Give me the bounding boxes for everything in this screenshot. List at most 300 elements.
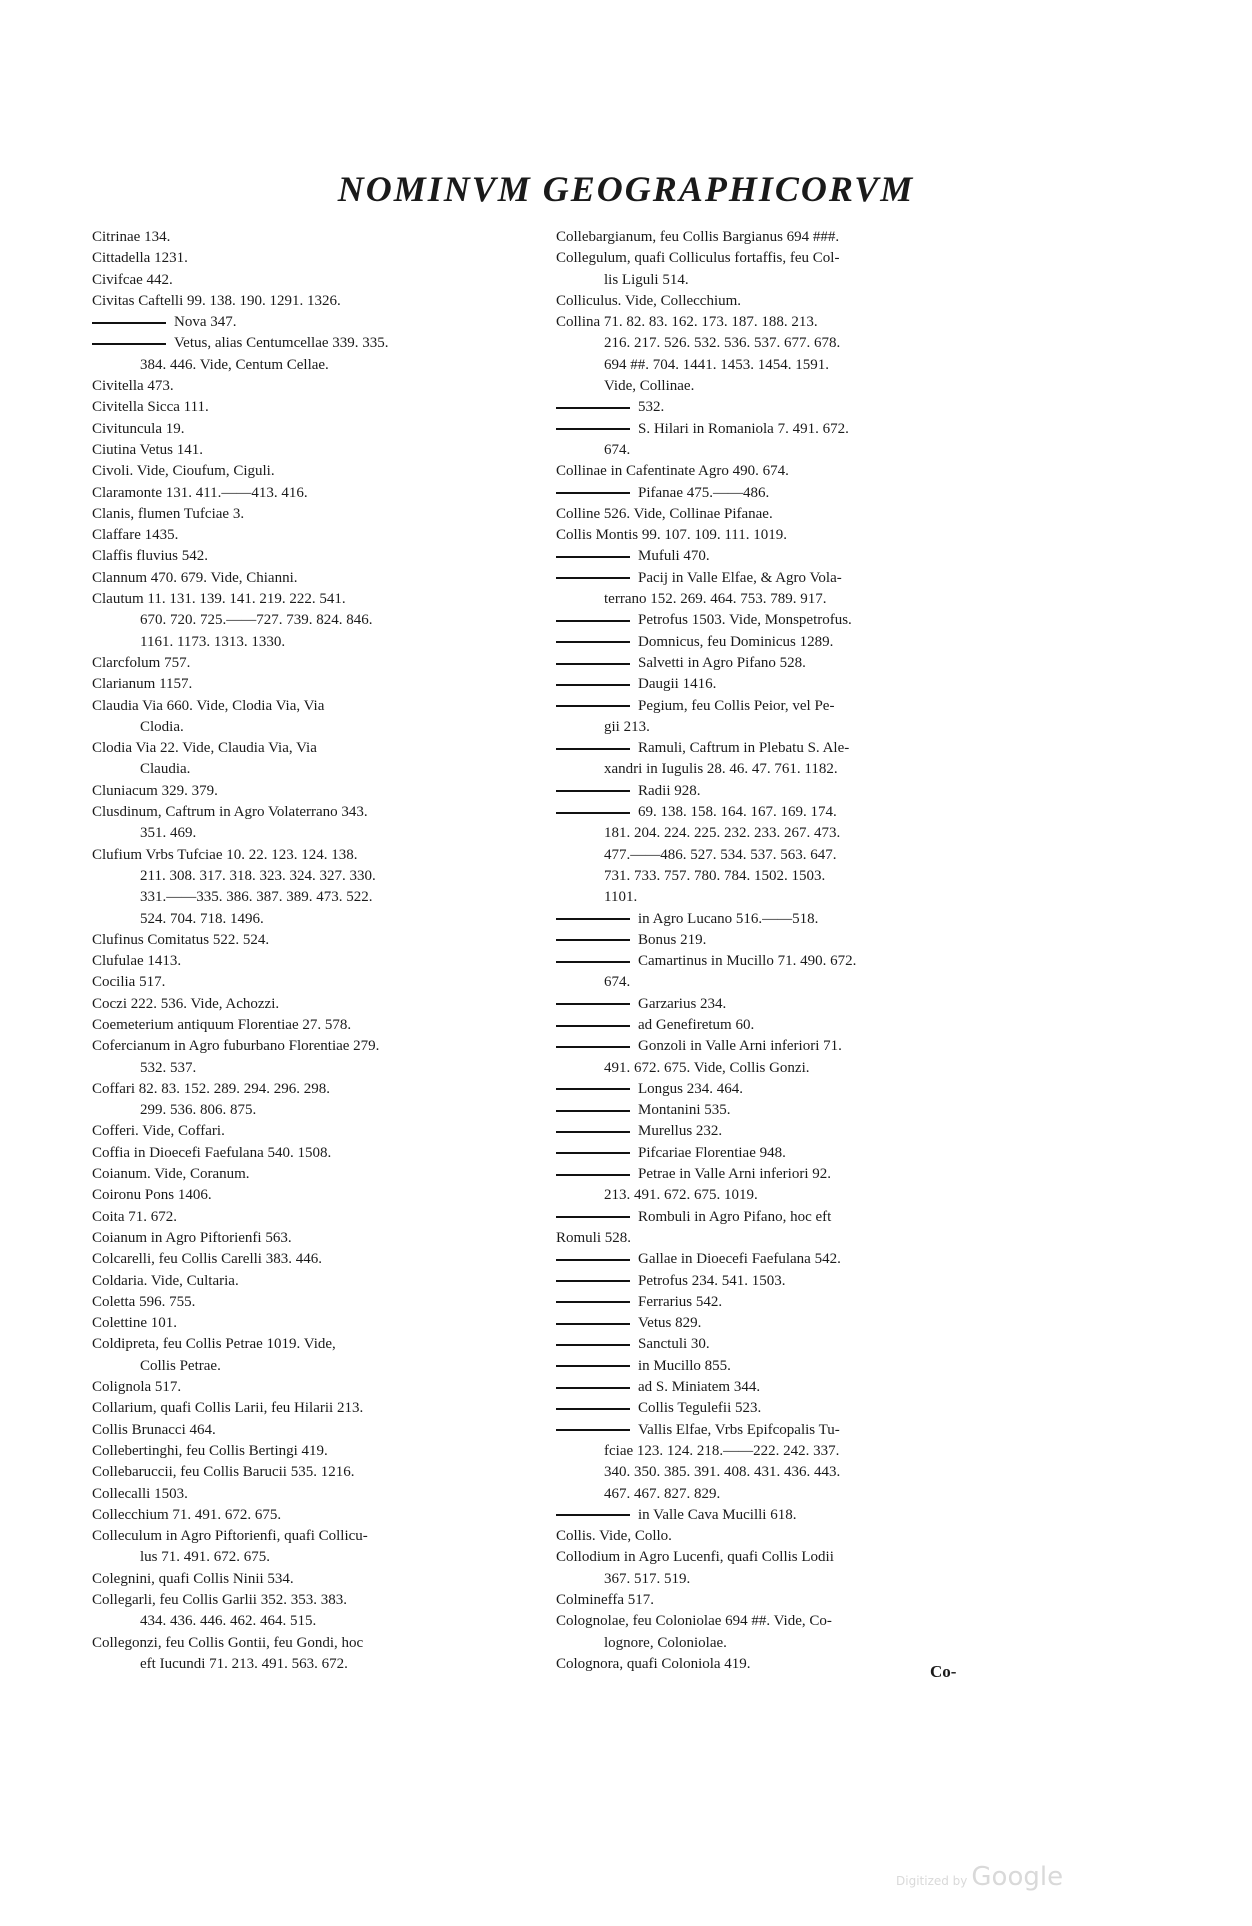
entry-text: Clufulae 1413. [92,953,182,970]
entry-text: Vallis Elfae, Vrbs Epifcopalis Tu- [638,1421,840,1438]
index-entry [92,1569,532,1590]
repeat-dash [556,1110,630,1112]
index-entry [556,1313,1002,1334]
index-entry [556,781,1002,802]
entry-text: 731. 733. 757. 780. 784. 1502. 1503. [604,867,826,884]
entry-text: Cittadella 1231. [92,250,188,267]
repeat-dash [556,428,630,430]
entry-text: Coldaria. Vide, Cultaria. [92,1272,239,1289]
index-entry [556,546,1002,567]
index-entry [556,248,1002,269]
index-entry [92,248,532,269]
entry-text: Claramonte 131. 411.——413. 416. [92,484,308,501]
entry-text: 340. 350. 385. 391. 408. 431. 436. 443. [604,1464,841,1481]
entry-text: Vetus, alias Centumcellae 339. 335. [174,335,389,352]
entry-text: 211. 308. 317. 318. 323. 324. 327. 330. [140,867,376,884]
index-entry [92,1654,532,1675]
index-entry [92,291,532,312]
repeat-dash [556,812,630,814]
entry-text: 670. 720. 725.——727. 739. 824. 846. [140,612,373,629]
entry-text: Garzarius 234. [638,995,727,1012]
index-entry [556,1249,1002,1270]
entry-text: Pacij in Valle Elfae, & Agro Vola- [638,569,842,586]
index-entry [92,845,532,866]
index-entry [556,1271,1002,1292]
entry-text: Collebaruccii, feu Collis Barucii 535. 1216. [92,1464,355,1481]
index-entry [556,376,1002,397]
entry-text: Civifcae 442. [92,271,173,288]
index-entry [556,1185,1002,1206]
repeat-dash [556,641,630,643]
entry-text: Domnicus, feu Dominicus 1289. [638,633,834,650]
index-entry [556,972,1002,993]
entry-text: 331.——335. 386. 387. 389. 473. 522. [140,889,373,906]
repeat-dash [556,620,630,622]
index-entry [556,461,1002,482]
index-entry [92,1121,532,1142]
entry-text: 674. [604,441,631,458]
page-title: NOMINVM GEOGRAPHICORVM [337,169,915,209]
entry-text: 213. 491. 672. 675. 1019. [604,1187,758,1204]
entry-text: 1101. [604,889,638,906]
entry-text: S. Hilari in Romaniola 7. 491. 672. [638,420,849,437]
entry-text: Petrofus 234. 541. 1503. [638,1272,786,1289]
entry-text: Civituncula 19. [92,420,185,437]
index-entry [556,525,1002,546]
repeat-dash [556,748,630,750]
entry-text: 674. [604,974,631,991]
index-entry [556,1462,1002,1483]
index-entry [556,333,1002,354]
index-entry [556,1207,1002,1228]
entry-text: Clautum 11. 131. 139. 141. 219. 222. 541. [92,591,346,608]
repeat-dash [556,1408,630,1410]
entry-text: Civitas Caftelli 99. 138. 190. 1291. 1326. [92,292,341,309]
index-entry [92,419,532,440]
index-entry [92,376,532,397]
entry-text: Coffari 82. 83. 152. 289. 294. 296. 298. [92,1080,331,1097]
index-entry [92,930,532,951]
index-entry [92,1611,532,1632]
index-entry [92,696,532,717]
repeat-dash [92,343,166,345]
entry-text: Colegnini, quafi Collis Ninii 534. [92,1570,294,1587]
entry-text: Coita 71. 672. [92,1208,177,1225]
entry-text: 384. 446. Vide, Centum Cellae. [140,356,329,373]
entry-text: Ferrarius 542. [638,1293,723,1310]
entry-text: Pifanae 475.——486. [638,484,770,501]
entry-text: Claffare 1435. [92,527,179,544]
repeat-dash [556,1365,630,1367]
entry-text: Vide, Collinae. [604,378,695,395]
index-entry [92,1398,532,1419]
entry-text: Colcarelli, feu Collis Carelli 383. 446. [92,1251,322,1268]
index-entry [92,909,532,930]
index-entry [92,866,532,887]
entry-text: Colognora, quafi Coloniola 419. [556,1655,751,1672]
entry-text: gii 213. [604,718,650,735]
index-entry [92,653,532,674]
entry-text: Collis Tegulefii 523. [638,1400,762,1417]
index-entry [556,802,1002,823]
entry-text: Clarcfolum 757. [92,654,191,671]
repeat-dash [556,577,630,579]
index-entry [92,1526,532,1547]
index-entry [92,1143,532,1164]
index-entry [556,1079,1002,1100]
index-entry [556,1398,1002,1419]
index-entry [556,887,1002,908]
repeat-dash [556,961,630,963]
index-entry [556,823,1002,844]
entry-text: 69. 138. 158. 164. 167. 169. 174. [638,804,837,821]
index-entry [556,312,1002,333]
repeat-dash [556,1216,630,1218]
index-entry [556,1058,1002,1079]
entry-text: Rombuli in Agro Pifano, hoc eft [638,1208,832,1225]
entry-text: Collegonzi, feu Collis Gontii, feu Gondi, hoc [92,1634,364,1651]
index-entry [92,1292,532,1313]
index-entry [556,1164,1002,1185]
entry-text: Sanctuli 30. [638,1336,710,1353]
entry-text: 477.——486. 527. 534. 537. 563. 647. [604,846,837,863]
index-entry [556,1121,1002,1142]
index-entry [92,632,532,653]
index-entry [92,1185,532,1206]
index-entry [92,802,532,823]
index-entry [556,589,1002,610]
catchword: Co- [930,1662,957,1681]
entry-text: Collegarli, feu Collis Garlii 352. 353. 383. [92,1592,347,1608]
entry-text: Mufuli 470. [638,548,710,565]
index-entry [92,738,532,759]
index-entry [556,355,1002,376]
index-entry [92,1334,532,1355]
entry-text: Colline 526. Vide, Collinae Pifanae. [556,505,773,522]
index-entry [556,1292,1002,1313]
entry-text: Bonus 219. [638,931,707,948]
entry-text: Salvetti in Agro Pifano 528. [638,654,806,671]
index-entry [556,1420,1002,1441]
index-entry [92,887,532,908]
index-entry [92,1015,532,1036]
index-entry [556,845,1002,866]
entry-text: lis Liguli 514. [604,271,689,288]
index-entry [92,1356,532,1377]
index-entry [92,1441,532,1462]
index-entry [556,717,1002,738]
index-entry [556,930,1002,951]
entry-text: 1161. 1173. 1313. 1330. [140,633,286,650]
entry-text: Coemeterium antiquum Florentiae 27. 578. [92,1016,352,1033]
repeat-dash [556,1514,630,1516]
entry-text: Longus 234. 464. [638,1080,743,1097]
repeat-dash [556,939,630,941]
entry-text: Collis Petrae. [140,1357,221,1374]
entry-text: 434. 436. 446. 462. 464. 515. [140,1613,317,1630]
index-entry [556,504,1002,525]
index-entry [92,1100,532,1121]
repeat-dash [556,1046,630,1048]
repeat-dash [556,1025,630,1027]
index-entry [556,994,1002,1015]
entry-text: ad Genefiretum 60. [638,1016,755,1033]
entry-text: Romuli 528. [556,1229,632,1246]
entry-text: in Valle Cava Mucilli 618. [638,1506,797,1523]
entry-text: Radii 928. [638,782,701,799]
entry-text: xandri in Iugulis 28. 46. 47. 761. 1182. [604,761,838,778]
index-entry [556,1441,1002,1462]
repeat-dash [556,1088,630,1090]
entry-text: 351. 469. [140,825,197,842]
entry-text: Collecchium 71. 491. 672. 675. [92,1506,282,1523]
index-entry [556,866,1002,887]
index-entry [556,1611,1002,1632]
entry-text: Claudia. [140,761,191,778]
index-entry [92,1377,532,1398]
entry-text: Collis Brunacci 464. [92,1421,216,1438]
index-entry [92,270,532,291]
index-entry [92,355,532,376]
entry-text: lognore, Coloniolae. [604,1634,727,1651]
index-entry [92,972,532,993]
entry-text: Coletta 596. 755. [92,1293,196,1310]
index-entry [92,312,532,333]
repeat-dash [92,322,166,324]
index-entry [92,589,532,610]
index-entry [556,1569,1002,1590]
index-entry [556,1036,1002,1057]
index-entry [556,1334,1002,1355]
digitized-watermark [896,1862,1063,1892]
entry-text: Montanini 535. [638,1102,731,1119]
entry-text: Clannum 470. 679. Vide, Chianni. [92,569,298,586]
index-entry [92,1420,532,1441]
entry-text: 532. [638,399,665,416]
index-entry [92,525,532,546]
repeat-dash [556,1259,630,1261]
entry-text: Murellus 232. [638,1123,723,1140]
repeat-dash [556,1131,630,1133]
entry-text: 216. 217. 526. 532. 536. 537. 677. 678. [604,335,841,352]
entry-text: Vetus 829. [638,1315,702,1332]
entry-text: 181. 204. 224. 225. 232. 233. 267. 473. [604,825,841,842]
entry-text: Coczi 222. 536. Vide, Achozzi. [92,995,280,1012]
index-entry [92,1462,532,1483]
entry-text: Gallae in Dioecefi Faefulana 542. [638,1251,841,1268]
entry-text: 467. 467. 827. 829. [604,1485,721,1502]
entry-text: lus 71. 491. 672. 675. [140,1549,271,1566]
index-entry [92,1484,532,1505]
repeat-dash [556,1280,630,1282]
index-entry [92,781,532,802]
entry-text: Pifcariae Florentiae 948. [638,1144,786,1161]
repeat-dash [556,790,630,792]
index-entry [556,1356,1002,1377]
entry-text: Claudia Via 660. Vide, Clodia Via, Via [92,697,325,714]
index-entry [92,461,532,482]
watermark-prefix: Digitized by [896,1874,968,1888]
entry-text: Coldipreta, feu Collis Petrae 1019. Vide, [92,1336,336,1353]
index-entry [556,610,1002,631]
entry-text: 524. 704. 718. 1496. [140,910,264,927]
index-entry [556,227,1002,248]
entry-text: Claffis fluvius 542. [92,548,208,565]
index-entry [92,568,532,589]
entry-text: Ciutina Vetus 141. [92,441,203,458]
entry-text: Colettine 101. [92,1315,177,1332]
entry-text: fciae 123. 124. 218.——222. 242. 337. [604,1442,840,1459]
entry-text: Coianum. Vide, Coranum. [92,1166,250,1183]
index-entry [92,1058,532,1079]
entry-text: Civitella Sicca 111. [92,399,209,416]
index-entry [556,653,1002,674]
entry-text: Ramuli, Caftrum in Plebatu S. Ale- [638,740,850,757]
entry-text: Cofercianum in Agro fuburbano Florentiae 279. [92,1038,380,1055]
index-entry [556,440,1002,461]
entry-text: 367. 517. 519. [604,1570,691,1587]
index-entry [92,397,532,418]
index-entry [92,759,532,780]
entry-text: Colliculus. Vide, Collecchium. [556,292,742,309]
entry-text: 491. 672. 675. Vide, Collis Gonzi. [604,1059,810,1076]
repeat-dash [556,684,630,686]
entry-text: Gonzoli in Valle Arni inferiori 71. [638,1038,842,1055]
index-entry [92,483,532,504]
entry-text: Colleculum in Agro Piftorienfi, quafi Collicu- [92,1528,368,1545]
entry-text: Colignola 517. [92,1379,182,1396]
entry-text: Clarianum 1157. [92,676,193,693]
index-entry [92,1505,532,1526]
index-entry [92,440,532,461]
entry-text: Collodium in Agro Lucenfi, quafi Collis Lodii [556,1549,834,1566]
entry-text: 299. 536. 806. 875. [140,1102,257,1119]
index-entry [556,759,1002,780]
entry-text: Collis Montis 99. 107. 109. 111. 1019. [556,527,787,544]
index-entry [92,333,532,354]
repeat-dash [556,1323,630,1325]
index-entry [556,1590,1002,1611]
repeat-dash [556,556,630,558]
entry-text: Collinae in Cafentinate Agro 490. 674. [556,463,789,480]
index-entry [556,674,1002,695]
entry-text: Cocilia 517. [92,974,166,991]
entry-text: eft Iucundi 71. 213. 491. 563. 672. [140,1655,348,1672]
repeat-dash [556,1174,630,1176]
index-entry [556,1228,1002,1249]
entry-text: Citrinae 134. [92,229,171,245]
index-entry [556,1100,1002,1121]
index-entry [556,291,1002,312]
index-entry [556,1377,1002,1398]
index-entry [92,1313,532,1334]
repeat-dash [556,663,630,665]
entry-text: Coianum in Agro Piftorienfi 563. [92,1229,292,1246]
index-entry [92,1249,532,1270]
index-entry [556,568,1002,589]
index-entry [556,270,1002,291]
repeat-dash [556,1387,630,1389]
repeat-dash [556,492,630,494]
entry-text: in Agro Lucano 516.——518. [638,910,819,927]
entry-text: Clodia. [140,718,184,735]
entry-text: Colmineffa 517. [556,1592,655,1608]
index-entry [92,504,532,525]
entry-text: Collis. Vide, Collo. [556,1528,672,1545]
index-entry [556,483,1002,504]
entry-text: Colognolae, feu Coloniolae 694 ##. Vide, Co- [556,1613,832,1630]
watermark-text: Google [971,1862,1064,1892]
repeat-dash [556,1152,630,1154]
index-entry [92,823,532,844]
index-entry [92,1079,532,1100]
repeat-dash [556,705,630,707]
index-entry [92,610,532,631]
index-entry [92,674,532,695]
entry-text: Clusdinum, Caftrum in Agro Volaterrano 343. [92,804,368,821]
index-entry [92,1036,532,1057]
entry-text: terrano 152. 269. 464. 753. 789. 917. [604,591,827,608]
entry-text: ad S. Miniatem 344. [638,1379,761,1396]
repeat-dash [556,1301,630,1303]
entry-text: Nova 347. [174,314,237,331]
entry-text: Coffia in Dioecefi Faefulana 540. 1508. [92,1144,332,1161]
entry-text: Clufinus Comitatus 522. 524. [92,931,270,948]
index-entry [556,397,1002,418]
entry-text: Collina 71. 82. 83. 162. 173. 187. 188. 213. [556,314,818,331]
entry-text: Clodia Via 22. Vide, Claudia Via, Via [92,740,317,757]
index-entry [92,1207,532,1228]
index-entry [556,1547,1002,1568]
index-entry [92,951,532,972]
index-entry [556,632,1002,653]
entry-text: Civoli. Vide, Cioufum, Ciguli. [92,463,275,480]
index-entry [92,546,532,567]
entry-text: Clanis, flumen Tufciae 3. [92,505,245,522]
index-entry [556,1505,1002,1526]
index-entry [92,1547,532,1568]
entry-text: 694 ##. 704. 1441. 1453. 1454. 1591. [604,356,829,373]
index-entry [92,1633,532,1654]
entry-text: Collegulum, quafi Colliculus fortaffis, feu Col- [556,250,840,267]
index-entry [556,1633,1002,1654]
repeat-dash [556,1003,630,1005]
index-entry [556,1015,1002,1036]
index-entry [556,1143,1002,1164]
entry-text: Pegium, feu Collis Peior, vel Pe- [638,697,835,714]
index-entry [92,1164,532,1185]
repeat-dash [556,1344,630,1346]
entry-text: 532. 537. [140,1059,197,1076]
index-entry [556,738,1002,759]
entry-text: Clufium Vrbs Tufciae 10. 22. 123. 124. 138. [92,846,358,863]
index-entry [92,1271,532,1292]
index-entry [92,994,532,1015]
index-entry [92,1590,532,1611]
index-entry [556,696,1002,717]
right-index-column [556,227,1002,1675]
entry-text: in Mucillo 855. [638,1357,731,1374]
index-entry [556,1526,1002,1547]
entry-text: Coironu Pons 1406. [92,1187,212,1204]
index-entry [92,1228,532,1249]
entry-text: Petrae in Valle Arni inferiori 92. [638,1166,832,1183]
entry-text: Petrofus 1503. Vide, Monspetrofus. [638,612,852,629]
repeat-dash [556,407,630,409]
repeat-dash [556,1429,630,1431]
index-entry [556,419,1002,440]
entry-text: Civitella 473. [92,378,174,395]
